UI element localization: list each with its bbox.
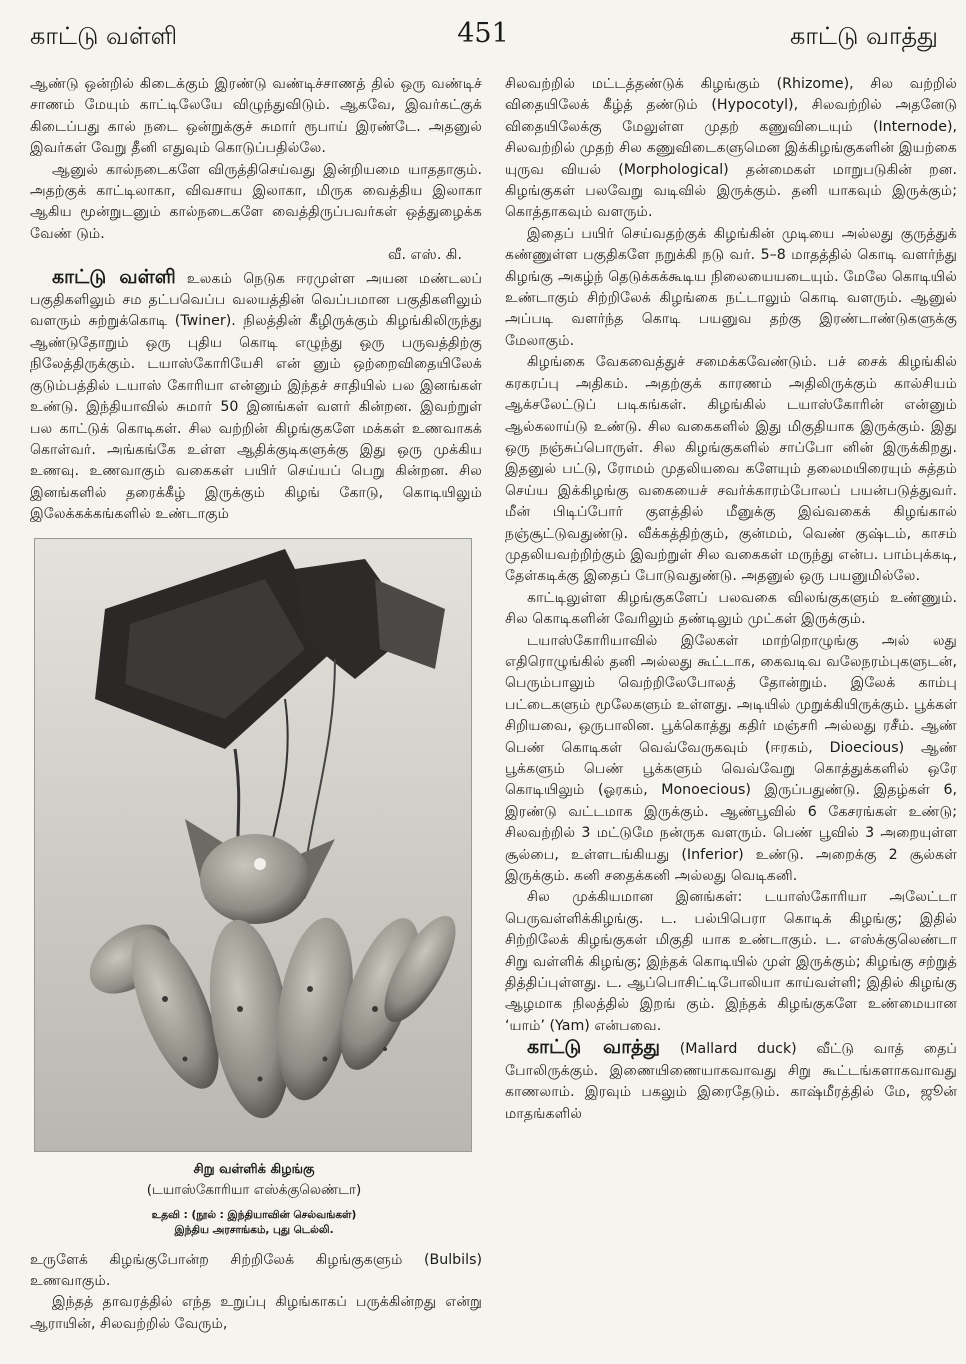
entry-headword: காட்டு வள்ளி (52, 265, 176, 288)
right-column (505, 74, 957, 1125)
figure-title: சிறு வள்ளிக் கிழங்கு (193, 1161, 315, 1177)
running-head-left: காட்டு வள்ளி (30, 22, 178, 50)
page-header (22, 18, 944, 62)
paragraph: இதைப் பயிர் செய்வதற்குக் கிழங்கின் முடியை அல்லது குருத்துக் கண்ணுள்ள பகுதிகளே நறுக்கி நடு வர். 5–8 மாதத்தில் கொடி வளர்ந்து கிழங்கு அகழ்ந் தெடுக்கக்கூடிய நிலையையடையும். மேலே கொடியில் உண்டாகும் சிற்றிலேக் கிழங்கை நட்டாலும் கொடி வளரும். ஆனுல் அப்படி வளர்ந்த கொடி பயனுவ தற்கு இரண்டாண்டுகளுக்கு மேலாகும். (505, 225, 957, 349)
paragraph: உருளேக் கிழங்குபோன்ற சிற்றிலேக் கிழங்குகளும் (Bulbils) உணவாகும். (30, 1251, 482, 1289)
entry-headword: காட்டு வாத்து (527, 1036, 660, 1059)
credit-line: இந்திய அரசாங்கம், புது டெல்லி. (174, 1223, 334, 1236)
page-number: 451 (457, 18, 509, 49)
left-column (30, 74, 482, 1335)
yam-illustration (35, 539, 471, 1151)
author-signature: வீ. எஸ். கி. (387, 247, 462, 264)
paragraph: கிழங்கை வேகவைத்துச் சமைக்கவேண்டும். பச் சைக் கிழங்கில் கரகரப்பு அதிகம். அதற்குக் காரணம் அதிலிருக்கும் கால்சியம் ஆக்சலேட்டுப் படிகங்கள். கிழங்கில் டயாஸ்கோரின் என்னும் ஆல்கலாய்டு உண்டு. சில வகைகளில் இது மிகுதியாக இருக்கும். இது ஒரு நஞ்சுப்பொருள். சில கிழங்குகளில் சாப்போ னின் இருக்கிறது. இதனுல் பட்டு, ரோமம் முதலியவை களேயும் தலைமயிரையும் சுத்தம் செய்ய இக்கிழங்கு வகையைச் சவர்க்காரம்போலப் பயன்படுத்துவர். மீன் பிடிப்போர் குளத்தில் மீனுக்கு இவ்வகைக் கிழங்கால் நஞ்சூட்டுவதுண்டு. வீக்கத்திற்கும், குன்மம், வெண் குஷ்டம், காசம் முதலியவற்றிற்கும் இவற்றுள் சில வகைகள் மருந்து என்ப. பாம்புக்கடி, தேள்கடிக்கு இதைப் போடுவதுண்டு. அதனுல் ஒரு பயனுமில்லே. (505, 354, 957, 585)
paragraph: இந்தத் தாவரத்தில் எந்த உறுப்பு கிழங்காகப் பருக்கின்றது என்று ஆராயின், சிலவற்றில் வேரும், (30, 1294, 482, 1332)
entry-text: (Mallard duck) வீட்டு வாத் தைப் போலிருக்கும். இணையிணையாகவாவது சிறு கூட்டங்களாகவாவது காணலாம். இரவும் பகலும் இரைதேடும். காஷ்மீரத்தில் மே, ஜூன் மாதங்களில் (505, 1041, 957, 1122)
figure-subtitle: (டயாஸ்கோரியா எஸ்க்குலெண்டா) (146, 1181, 362, 1198)
figure (34, 538, 474, 1238)
paragraph: ஆண்டு ஒன்றில் கிடைக்கும் இரண்டு வண்டிச்சாணத் தில் ஒரு வண்டிச் சாணம் மேயும் காட்டிலேயே விழுந்துவிடும். ஆகவே, இவர்கட்குக் கிடைப்பது கால் நடை ஒன்றுக்குச் சுமார் ரூபாய் இரண்டே. அதனுல் இவர்கள் வேறு தீனி எதுவும் கொடுப்பதில்லே. (30, 76, 482, 157)
paragraph: காட்டிலுள்ள கிழங்குகளேப் பலவகை விலங்குகளும் உண்ணும். சில கொடிகளின் வேரிலும் தண்டிலும் முட்கள் இருக்கும். (505, 589, 957, 628)
figure-credit (34, 1208, 474, 1238)
credit-line: உதவி : (நூல் : இந்தியாவின் செல்வங்கள்) (151, 1208, 357, 1221)
entry-text: உலகம் நெடுக ஈரமுள்ள அயன மண்டலப் பகுதிகளிலும் சம தட்பவெப்ப வலயத்தின் வெப்பமான பகுதிகளிலும் வளரும் சுற்றுக்கொடி (Twiner). நிலத்தின் கீழிருக்கும் கிழங்கிலிருந்து ஆண்டுதோறும் ஒரு புதிய கொடி எழுந்து ஒரு பருவத்திற்கு நிலேத்திருக்கும். டயாஸ்கோரியேசி என் னும் ஒற்றைவிதையிலேக் குடும்பத்தில் டயாஸ் கோரியா என்னும் இந்தச் சாதியில் பல இனங்கள் உண்டு. இந்தியாவில் சுமார் 50 இனங்கள் வளர் கின்றன. இவற்றுள் பல காட்டுக் கொடிகள். சில வற்றின் கிழங்குகளே மக்கள் உணவாகக் கொள்வர். அங்கங்கே உள்ள ஆதிக்குடிகளுக்கு இது ஒரு முக்கிய உணவு. உணவாகும் வகைகள் பயிர் செய்யப் பெறு கின்றன. சில இனங்களில் தரைக்கீழ் இருக்கும் கிழங் கோடு, கொடியிலும் இலேக்கக்கங்களில் உண்டாகும் (30, 270, 482, 523)
paragraph: டயாஸ்கோரியாவில் இலேகள் மாற்றொழுங்கு அல் லது எதிரொழுங்கில் தனி அல்லது கூட்டாக, கைவடிவ வலேநரம்புகளுடன், பெரும்பாலும் வெற்றிலேபோலத் தோன்றும். இலேக் காம்பு பட்டைகளும் மூலேகளும் உள்ளது. அடியில் முறுக்கியிருக்கும். பூக்கள் சிறியவை, ஒருபாலின. பூக்கொத்து கதிர் மஞ்சரி அல்லது ரசீம். ஆண் பெண் கொடிகள் வெவ்வேருகவும் (ஈரகம், Dioecious) ஆண் பூக்களும் பெண் பூக்களும் வெவ்வேறு கொத்துக்களில் ஒரே கொடியிலும் (ஓரகம், Monoecious) இருப்பதுண்டு. இதழ்கள் 6, இரண்டு வட்டமாக இருக்கும். ஆண்பூவில் 6 கேசரங்கள் உண்டு; சிலவற்றில் 3 மட்டுமே நன்ருக வளரும். பெண் பூவில் 3 அறையுள்ள சூல்பை, உள்ளடங்கியது (Inferior) உண்டு. அறைக்கு 2 சூல்கள் இருக்கும். கனி சதைக்கனி அல்லது வெடிகனி. (505, 632, 957, 885)
yam-photo (34, 538, 472, 1152)
running-head-right: காட்டு வாத்து (790, 22, 938, 50)
paragraph: சில முக்கியமான இனங்கள்: டயாஸ்கோரியா அலேட்டா பெருவள்ளிக்கிழங்கு. ட. பல்பிபெரா கொடிக் கிழங்கு; இதில் சிற்றிலேக் கிழங்குகள் மிகுதி யாக உண்டாகும். ட. எஸ்க்குலெண்டா சிறு வள்ளிக் கிழங்கு; இந்தக் கொடியில் முள் இருக்கும்; கிழங்கு சற்றுத் தித்திப்புள்ளது. ட. ஆப்பொசிட்டிபோலியா காய்வள்ளி; இதில் கிழங்கு ஆழமாக நிலத்தில் இறங் கும். இந்தக் கிழங்குகளே உண்மையான ‘யாம்’ (Yam) என்பவை. (505, 889, 957, 1034)
paragraph: ஆனுல் கால்நடைகளே விருத்திசெய்வது இன்றியமை யாததாகும். அதற்குக் காட்டிலாகா, விவசாய இலாகா, மிருக வைத்திய இலாகா ஆகிய மூன்றுடனும் கால்நடைகளே வைத்திருப்பவர்கள் ஒத்துழைக்க வேண் டும். (30, 161, 482, 242)
paragraph: சிலவற்றில் மட்டத்தண்டுக் கிழங்கும் (Rhizome), சில வற்றில் விதையிலேக் கீழ்த் தண்டும் (Hypocotyl), சிலவற்றில் அதனேடு விதையிலேக்கு மேலுள்ள முதற் கணுவிடையும் (Internode), சிலவற்றில் முதற் சில கணுவிடைகளுமென இக்கிழங்குகளின் இயற்கை யுருவ வியல் (Morphological) தன்மைகள் மாறுபடுகின் றன. கிழங்குகள் பலவேறு வடிவில் இருக்கும். தனி யாகவும் இருக்கும்; கொத்தாகவும் வளரும். (505, 76, 957, 221)
